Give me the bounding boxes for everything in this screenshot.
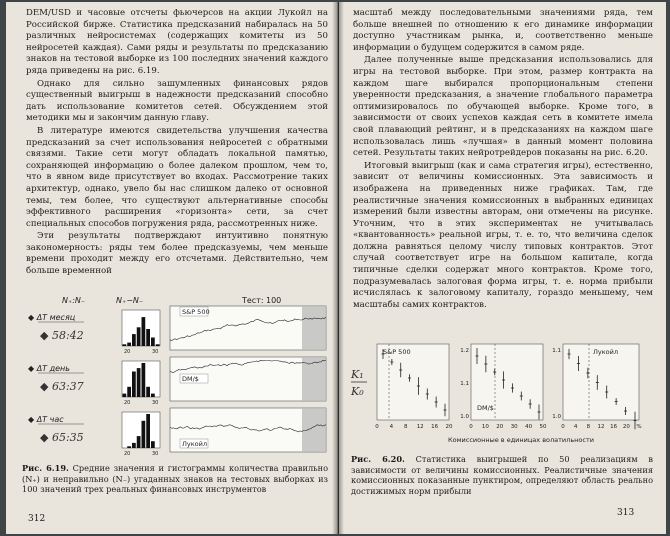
series-label: Лукойл xyxy=(182,440,208,448)
histogram-bar xyxy=(127,343,131,346)
left-text-block xyxy=(26,8,328,279)
y-tick-label: 1.0 xyxy=(552,414,561,420)
test-value: 100 xyxy=(266,296,282,305)
ratio-value: ◆ 65:35 xyxy=(40,431,84,444)
histogram-bar xyxy=(146,329,150,346)
histogram-bar xyxy=(146,414,150,448)
histogram-bar xyxy=(142,363,146,397)
tick-label: 30 xyxy=(152,400,159,406)
page-number-right: 313 xyxy=(617,508,635,518)
left-paragraph: В литературе имеются свидетельства улучшения качества предсказаний за счет использования нейросетей с обратными связями. Такие сети могут обладать локальной памятью, сохраняющей информацию о более далеком прошлом, чем то, что в явном виде присутствует во входах. Рассмотрение таких архитектур, однако, увело бы нас слишком далеко от основной темы, тем более, что существуют альтернативные способы эффективного расширения «горизонта» сети, за счет специальных способов погружения ряда, рассмотренных ниже. xyxy=(26,125,328,229)
caption-label: Рис. 6.19. xyxy=(22,463,69,473)
figure-panels xyxy=(375,344,641,430)
histogram-bar xyxy=(151,394,155,397)
y-tick-label: 1.1 xyxy=(460,381,469,387)
period-label: ◆ ΔT месяц xyxy=(28,313,76,322)
figure-column-header: N₊:N₋ xyxy=(62,296,86,305)
y-tick-label: 1.1 xyxy=(552,348,561,354)
x-tick-label: 8 xyxy=(586,424,591,430)
tick-label: 20 xyxy=(124,400,131,406)
y-tick-label: 1.0 xyxy=(460,414,469,420)
right-paragraph: масштаб между последовательными значениями ряда, тем больше внешней по отношению к его динамике информации доступно участникам рынка, и, соответственно меньше информации о будущем содержится в самом ряде. xyxy=(353,8,653,53)
tick-label: 20 xyxy=(124,349,131,355)
period-label: ◆ ΔT час xyxy=(28,415,64,424)
x-tick-label: 0 xyxy=(469,424,473,430)
left-paragraph: Эти результаты подтверждают интуитивно понятную закономерность: ряды тем более предсказуемы, чем меньше времени проходит между его отсчетами. Действительно, чем больше временной xyxy=(26,231,328,277)
left-paragraph: Однако для сильно зашумленных финансовых рядов существенный выигрыш в надежности предсказаний способно дать использование комитетов сетей. Обсуждением этой методики мы и закончим данную главу. xyxy=(26,78,328,124)
x-tick-label: 40 xyxy=(525,424,533,430)
test-region xyxy=(302,357,326,401)
histogram-bar xyxy=(146,387,150,397)
x-tick-label: 16 xyxy=(610,424,618,430)
x-tick-label: 50 xyxy=(539,424,547,430)
y-axis-label-top: K₁ xyxy=(351,368,364,381)
histogram-bar xyxy=(127,387,131,397)
right-page xyxy=(339,2,666,534)
x-axis-title: Комиссионные в единицах волатильности xyxy=(448,436,594,444)
x-tick-label: 0 xyxy=(561,424,565,430)
right-paragraph: Итоговый выигрыш (как и сама стратегия игры), естественно, зависит от величины комиссионных. Эта зависимость и изображена на приведенных ниже графиках. Там, где реалистичные значения комиссионных в выбранных единицах измерений были известны авторам, они отмечены на рисунке. Уточним, что в этих экспериментах не учитывалась «квантованность» реальной игры, т. е. то, что величина сделок должна равняться целому числу типовых контрактов. Этот случай соответствует игре на большом капитале, когда типичные сделки содержат много контрактов. Кроме того, подразумевалась залоговая форма игры, т. е. норма прибыли исчислялась к залоговому капиталу, гораздо меньшему, чем масштабы самих контрактов. xyxy=(353,160,653,310)
histogram-bar xyxy=(151,338,155,347)
histogram-bar xyxy=(123,344,127,346)
figure-row xyxy=(28,408,326,457)
caption-label: Рис. 6.20. xyxy=(351,454,405,464)
figure-rows xyxy=(28,306,326,457)
period-label: ◆ ΔT день xyxy=(28,364,70,373)
figure-6-19-caption xyxy=(22,463,328,495)
tick-label: 30 xyxy=(152,349,159,355)
open-book xyxy=(6,2,666,534)
figure-row xyxy=(28,306,326,355)
figure-6-20-caption xyxy=(351,454,653,496)
panel-series-label: S&P 500 xyxy=(383,348,411,356)
x-tick-label: 10 xyxy=(481,424,489,430)
histogram-bar xyxy=(156,344,160,346)
ratio-value: ◆ 58:42 xyxy=(40,329,84,342)
right-text-block xyxy=(353,8,653,312)
x-tick-label: 30 xyxy=(510,424,518,430)
histogram-bar xyxy=(142,317,146,346)
histogram-bar xyxy=(132,443,136,448)
book-spine-shadow xyxy=(332,2,344,534)
test-region xyxy=(302,306,326,350)
y-axis-label-bottom: K₀ xyxy=(351,385,364,398)
figure-panel xyxy=(552,344,641,430)
series-label: S&P 500 xyxy=(182,308,210,316)
histogram-bar xyxy=(142,421,146,448)
histogram-bar xyxy=(123,394,127,397)
x-tick-label: 0 xyxy=(375,424,379,430)
caption-text: Средние значения и гистограммы количества правильно (N₊) и неправильно (N₋) угаданных знаков на тестовых выборках из 100 значений трех реальных финансовых инструментов xyxy=(22,463,328,494)
x-tick-label: 12 xyxy=(597,424,605,430)
figure-6-19 xyxy=(24,294,330,460)
histogram-bar xyxy=(132,334,136,346)
x-tick-label: 8 xyxy=(404,424,408,430)
page-number-left: 312 xyxy=(28,514,46,524)
x-tick-label: % xyxy=(636,424,642,430)
tick-label: 20 xyxy=(124,451,131,457)
x-tick-label: 4 xyxy=(389,424,394,430)
left-page xyxy=(6,2,338,534)
histogram-bar xyxy=(137,327,141,346)
left-paragraph: DEM/USD и часовые отсчеты фьючерсов на акции Лукойл на Российской бирже. Статистика предсказаний набиралась на 50 различных нейросистемах (содержащих комитеты из 50 нейросетей каждая). Сами ряды и результаты по предсказанию знаков на тестовой выборке из 100 последних значений каждого ряда приведены на рис. 6.19. xyxy=(26,8,328,76)
test-label: Тест: xyxy=(242,296,264,305)
histogram-bar xyxy=(137,368,141,397)
figure-row xyxy=(28,357,326,406)
ratio-value: ◆ 63:37 xyxy=(40,380,84,393)
x-tick-label: 4 xyxy=(573,424,578,430)
caption-text: Статистика выигрышей по 50 реализациям в зависимости от величины комиссионных. Реалистичные значения комиссионных показанные пунктиром, определяют область реально достижимых норм прибыли xyxy=(351,454,653,496)
panel-series-label: DM/$ xyxy=(477,404,494,412)
panel-series-label: Лукойл xyxy=(593,348,619,356)
series-label: DM/$ xyxy=(182,375,199,383)
histogram-bar xyxy=(132,372,136,398)
histogram-bar xyxy=(151,441,155,448)
y-tick-label: 1.2 xyxy=(460,348,469,354)
tick-label: 30 xyxy=(152,451,159,457)
x-tick-label: 20 xyxy=(622,424,630,430)
x-tick-label: 16 xyxy=(431,424,439,430)
histogram-bar xyxy=(127,446,131,448)
x-tick-label: 20 xyxy=(445,424,453,430)
x-tick-label: 20 xyxy=(496,424,504,430)
figure-panel xyxy=(375,344,453,430)
figure-panel xyxy=(460,344,547,430)
figure-column-header: N₊−N₋ xyxy=(116,296,144,305)
x-tick-label: 12 xyxy=(416,424,424,430)
histogram-bar xyxy=(137,436,141,448)
figure-6-20 xyxy=(349,338,659,446)
right-paragraph: Далее полученные выше предсказания использовались для игры на тестовой выборке. При этом, размер контракта на каждом шаге выбирался пропорциональным степени уверенности предсказания, а значение глобального параметра оптимизировалось по обучающей выборке. Кроме того, в зависимости от своих успехов каждая сеть в комитете имела свой плавающий рейтинг, и в предсказаниях на каждом шаге использовалась лишь «лучшая» в данный момент половина сетей. Результаты таких нейротрейдеров показаны на рис. 6.20. xyxy=(353,55,653,159)
test-region xyxy=(302,408,326,452)
